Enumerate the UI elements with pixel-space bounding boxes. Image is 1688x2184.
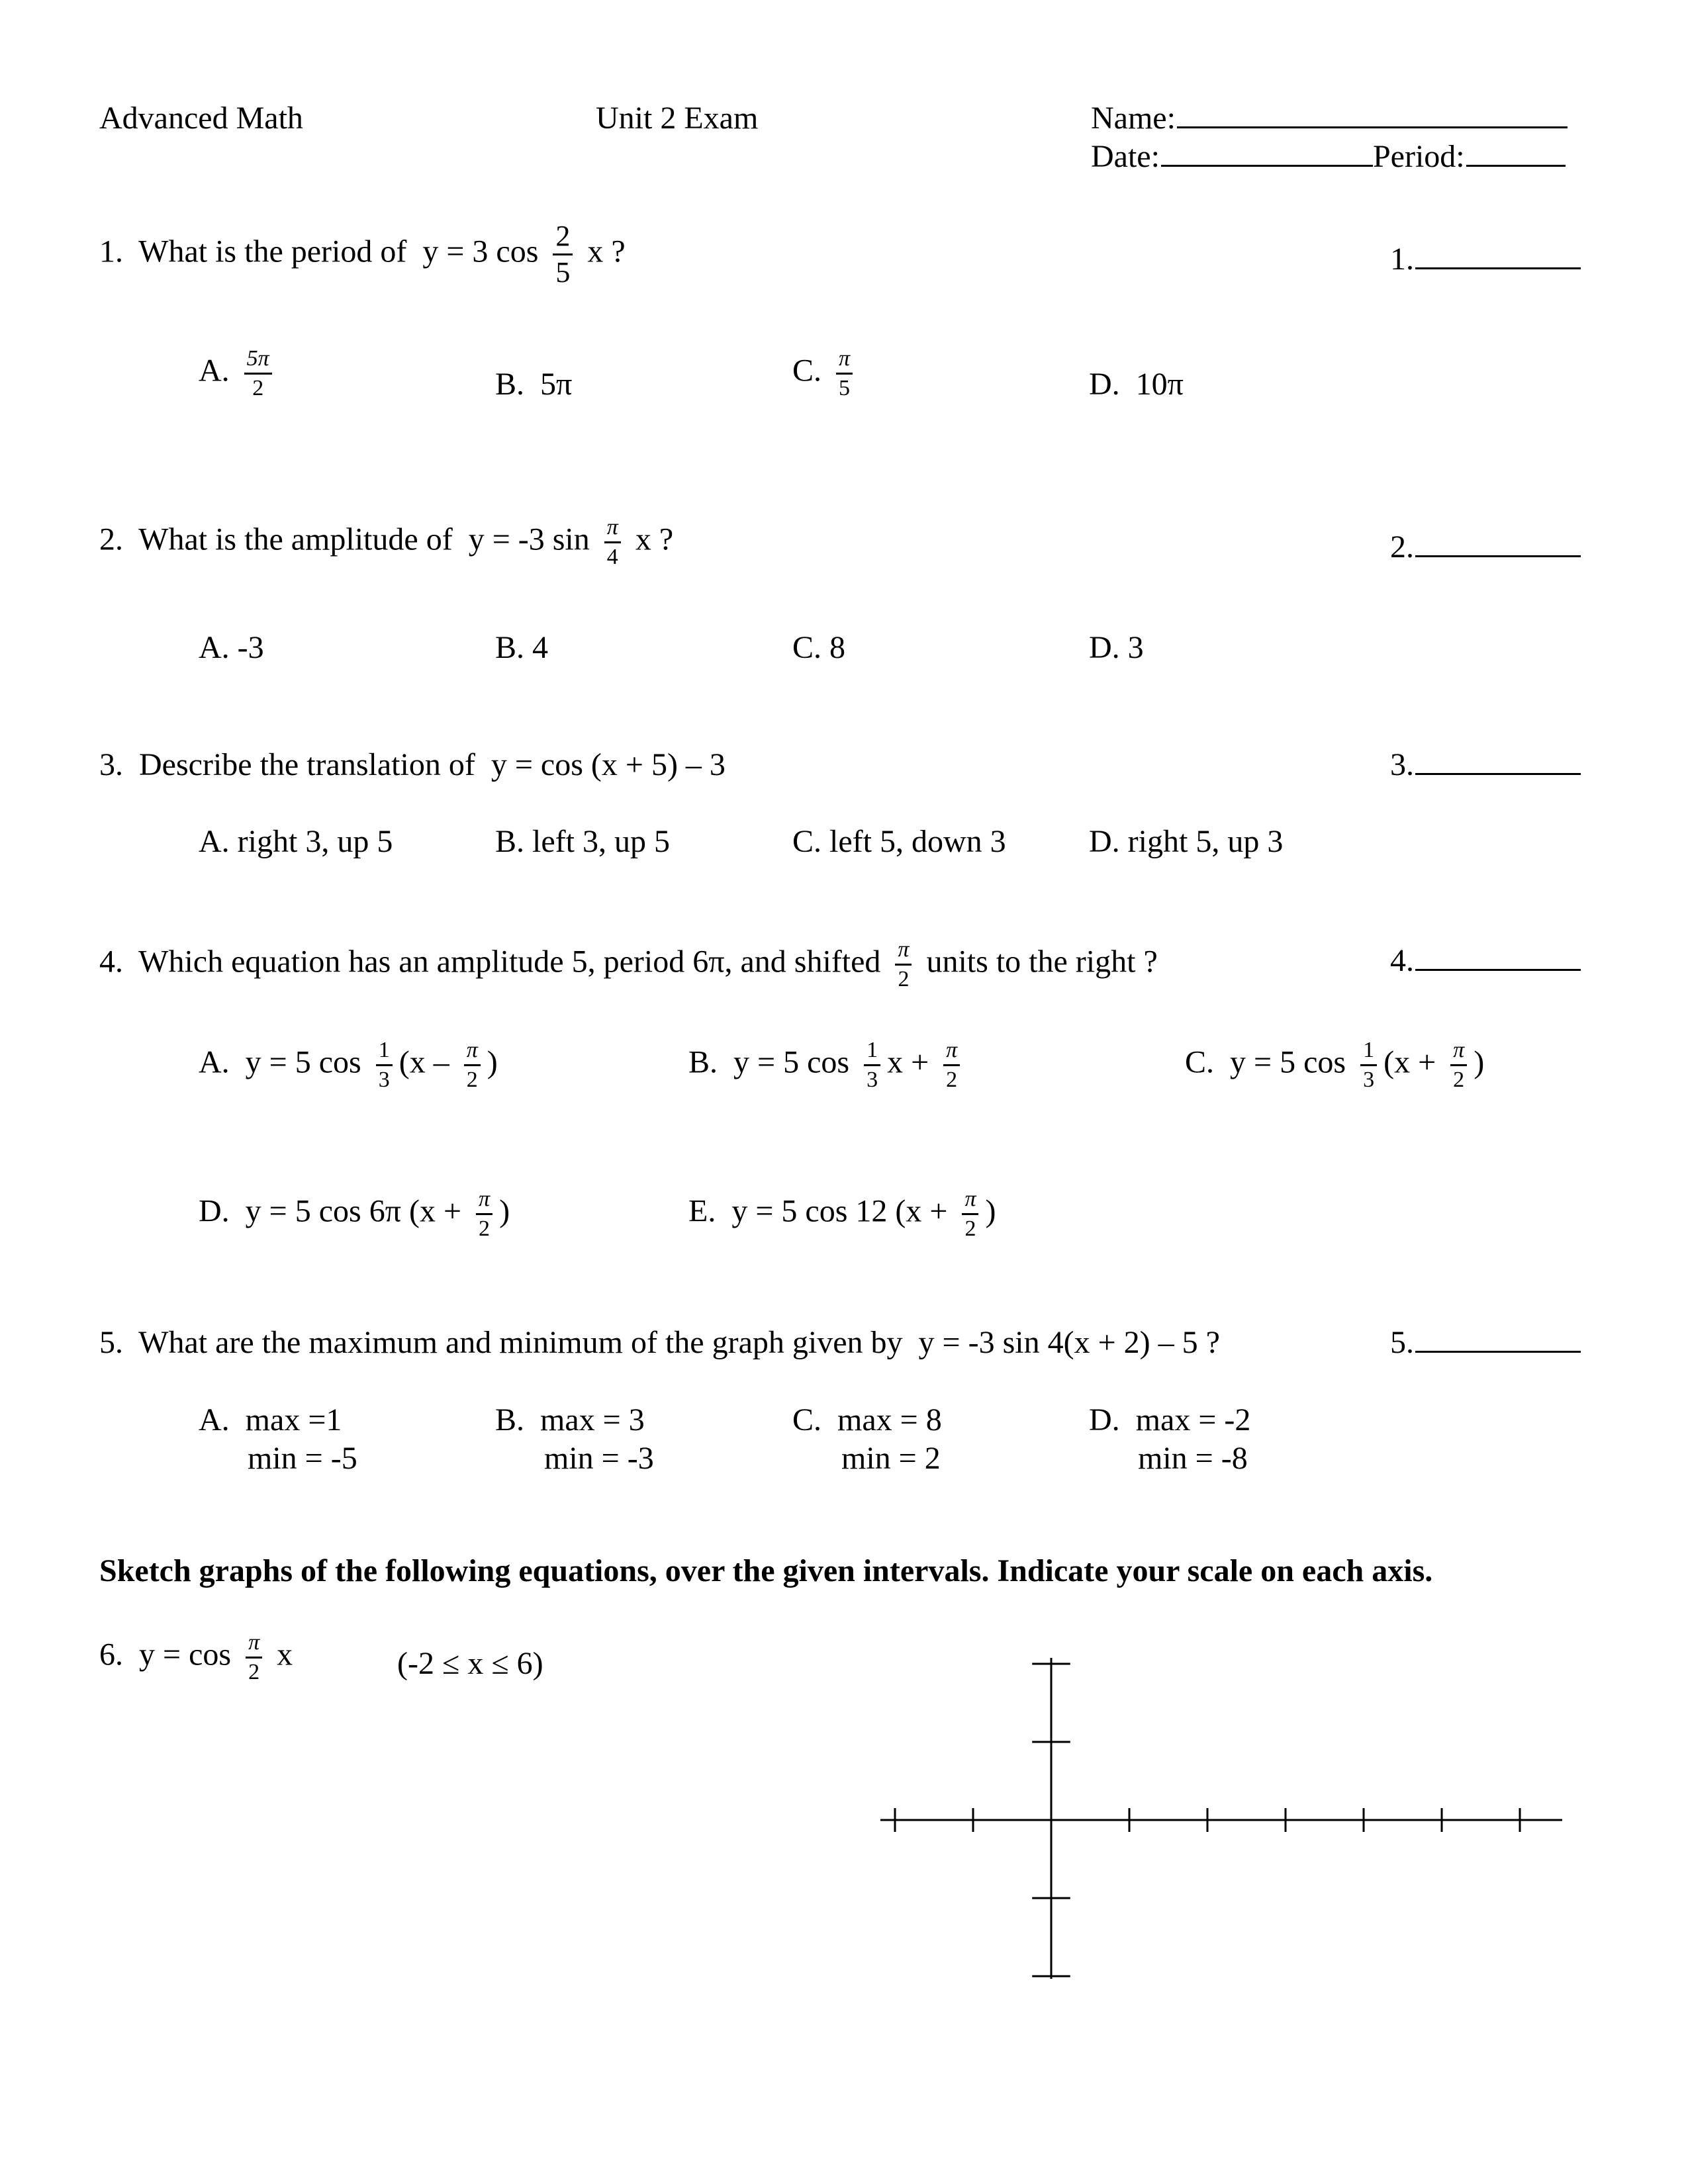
answer-blank-3[interactable]	[1415, 773, 1581, 775]
q4-d-pi-fraction	[476, 1188, 492, 1240]
q1-c-fraction	[836, 347, 853, 400]
q2-fraction	[604, 516, 621, 569]
q1-c-letter: C.	[792, 353, 822, 388]
exam-title: Unit 2 Exam	[596, 101, 759, 136]
q5-c-max: max = 8	[837, 1402, 942, 1437]
q1-b-letter: B.	[495, 367, 525, 402]
q5-prompt: What are the maximum and minimum of the graph given by	[138, 1325, 903, 1360]
q4-b-mid: x +	[887, 1044, 929, 1080]
q4-c-pi-fraction	[1450, 1039, 1467, 1091]
answer-line-5[interactable]	[1390, 1327, 1581, 1359]
q4-a-mid: (x –	[399, 1044, 449, 1080]
q5-choice-d	[1089, 1404, 1250, 1436]
q2-choice-d: D. 3	[1089, 630, 1144, 665]
q4-choice-a	[199, 1039, 498, 1091]
q6-eq-suffix: x	[277, 1637, 293, 1672]
date-blank[interactable]	[1161, 165, 1373, 167]
q5-number: 5.	[99, 1325, 123, 1360]
period-blank[interactable]	[1466, 165, 1566, 167]
q1-b-text: 5π	[540, 367, 573, 402]
q4-d-pden: 2	[479, 1216, 491, 1241]
q5-a-letter: A.	[199, 1402, 230, 1437]
answer-line-4[interactable]	[1390, 945, 1581, 977]
q6-interval: (-2 ≤ x ≤ 6)	[397, 1646, 543, 1681]
q4-c-den: 3	[1363, 1068, 1375, 1092]
q6-fraction	[246, 1631, 262, 1684]
answer-blank-5[interactable]	[1415, 1351, 1581, 1353]
date-label: Date:	[1091, 139, 1160, 174]
q6-eq-prefix: y = cos	[139, 1637, 232, 1672]
q4-e-pi-fraction	[962, 1188, 978, 1240]
graphing-instructions: Sketch graphs of the following equations, over the given intervals. Indicate your scale on each axis.	[99, 1553, 1433, 1588]
q1-number: 1.	[99, 234, 123, 269]
q1-choice-b	[495, 369, 572, 400]
q1-a-num: 5π	[244, 347, 272, 375]
graph-axes[interactable]	[861, 1648, 1589, 1992]
q4-d-end: )	[499, 1193, 510, 1229]
q4-b-num: 1	[864, 1039, 880, 1066]
q5-c-letter: C.	[792, 1402, 822, 1437]
q5-choice-b	[495, 1404, 645, 1436]
q2-choice-c: C. 8	[792, 630, 846, 665]
q4-d-pnum: π	[476, 1188, 492, 1215]
q4-c-fraction	[1360, 1039, 1377, 1091]
q1-eq-suffix: x ?	[587, 234, 626, 269]
q5-d-letter: D.	[1089, 1402, 1120, 1437]
q4-c-pden: 2	[1453, 1068, 1465, 1092]
question-5	[99, 1327, 1220, 1359]
q3-number: 3.	[99, 747, 123, 782]
q4-d-letter: D.	[199, 1193, 230, 1229]
question-3	[99, 749, 726, 781]
q3-choice-c: C. left 5, down 3	[792, 824, 1006, 859]
q6-frac-num: π	[246, 1631, 262, 1659]
q1-c-num: π	[836, 347, 853, 375]
q1-a-den: 2	[252, 376, 264, 400]
q1-eq-prefix: y = 3 cos	[422, 234, 539, 269]
q4-b-den: 3	[867, 1068, 878, 1092]
q3-choice-d: D. right 5, up 3	[1089, 824, 1284, 859]
question-6	[99, 1631, 293, 1684]
q4-a-fraction	[376, 1039, 393, 1091]
q4-c-num: 1	[1360, 1039, 1377, 1066]
q4-a-den: 3	[378, 1068, 390, 1092]
q4-b-pnum: π	[943, 1039, 960, 1066]
q4-a-eq: y = 5 cos	[245, 1044, 361, 1080]
q4-number: 4.	[99, 944, 123, 979]
answer-label-2: 2.	[1390, 529, 1414, 565]
q1-choice-a	[199, 347, 279, 400]
q1-a-letter: A.	[199, 353, 230, 388]
period-label: Period:	[1372, 139, 1465, 174]
q3-equation: y = cos (x + 5) – 3	[491, 747, 726, 782]
q1-prompt: What is the period of	[138, 234, 407, 269]
q2-frac-num: π	[604, 516, 621, 543]
q4-e-eq: y = 5 cos 12 (x +	[731, 1193, 948, 1229]
answer-label-4: 4.	[1390, 943, 1414, 978]
q4-b-pden: 2	[946, 1068, 958, 1092]
q1-a-fraction	[244, 347, 272, 400]
date-period-field[interactable]	[1091, 141, 1566, 173]
answer-label-3: 3.	[1390, 747, 1414, 782]
q4-a-num: 1	[376, 1039, 393, 1066]
name-label: Name:	[1091, 101, 1176, 136]
question-2	[99, 516, 673, 569]
q6-number: 6.	[99, 1637, 123, 1672]
q5-c-min: min = 2	[841, 1441, 941, 1476]
answer-line-2[interactable]	[1390, 531, 1581, 563]
q4-b-eq: y = 5 cos	[733, 1044, 850, 1080]
answer-label-5: 5.	[1390, 1325, 1414, 1360]
q5-b-letter: B.	[495, 1402, 525, 1437]
q2-eq-suffix: x ?	[635, 522, 674, 557]
q5-choice-a	[199, 1404, 342, 1436]
q4-frac-num: π	[895, 938, 912, 966]
q4-e-letter: E.	[688, 1193, 716, 1229]
q4-choice-e	[688, 1188, 996, 1240]
q4-a-letter: A.	[199, 1044, 230, 1080]
name-blank[interactable]	[1177, 126, 1568, 128]
q5-d-max: max = -2	[1135, 1402, 1251, 1437]
q2-choice-a: A. -3	[199, 630, 264, 665]
q2-choice-b: B. 4	[495, 630, 549, 665]
q4-a-pi-fraction	[464, 1039, 481, 1091]
q4-choice-d	[199, 1188, 510, 1240]
q1-d-text: 10π	[1135, 367, 1184, 402]
name-field[interactable]	[1091, 103, 1568, 134]
q4-d-eq: y = 5 cos 6π (x +	[245, 1193, 462, 1229]
answer-line-1[interactable]	[1390, 244, 1581, 275]
q4-b-fraction	[864, 1039, 880, 1091]
answer-blank-2[interactable]	[1415, 555, 1581, 557]
question-4	[99, 938, 1158, 991]
q1-fraction	[553, 222, 573, 287]
q4-frac-den: 2	[898, 967, 910, 991]
q1-d-letter: D.	[1089, 367, 1120, 402]
q4-c-eq: y = 5 cos	[1230, 1044, 1346, 1080]
q5-a-min: min = -5	[248, 1441, 357, 1476]
q4-fraction	[895, 938, 912, 991]
q6-frac-den: 2	[248, 1660, 260, 1684]
q5-choice-c	[792, 1404, 942, 1436]
q4-b-pi-fraction	[943, 1039, 960, 1091]
q4-a-pnum: π	[464, 1039, 481, 1066]
answer-line-3[interactable]	[1390, 749, 1581, 781]
q4-prompt-after: units to the right ?	[926, 944, 1158, 979]
q1-choice-c	[792, 347, 859, 400]
q4-c-letter: C.	[1185, 1044, 1215, 1080]
answer-label-1: 1.	[1390, 242, 1414, 277]
course-title: Advanced Math	[99, 101, 303, 136]
q5-a-max: max =1	[245, 1402, 342, 1437]
q2-frac-den: 4	[606, 545, 618, 569]
q4-choice-b	[688, 1039, 966, 1091]
answer-blank-4[interactable]	[1415, 969, 1581, 971]
q4-e-pden: 2	[964, 1216, 976, 1241]
q2-prompt: What is the amplitude of	[138, 522, 453, 557]
q4-e-pnum: π	[962, 1188, 978, 1215]
q4-a-end: )	[487, 1044, 498, 1080]
q4-e-end: )	[985, 1193, 996, 1229]
q3-choice-b: B. left 3, up 5	[495, 824, 670, 859]
q4-c-pnum: π	[1450, 1039, 1467, 1066]
q2-number: 2.	[99, 522, 123, 557]
q5-equation: y = -3 sin 4(x + 2) – 5 ?	[918, 1325, 1220, 1360]
q1-c-den: 5	[839, 376, 851, 400]
q1-choice-d	[1089, 369, 1184, 400]
q4-a-pden: 2	[466, 1068, 478, 1092]
q1-frac-num: 2	[553, 222, 573, 255]
q4-prompt-before: Which equation has an amplitude 5, period 6π, and shifted	[138, 944, 881, 979]
q3-choice-a: A. right 3, up 5	[199, 824, 393, 859]
answer-blank-1[interactable]	[1415, 267, 1581, 269]
q4-c-end: )	[1474, 1044, 1485, 1080]
q4-c-mid: (x +	[1383, 1044, 1436, 1080]
q4-b-letter: B.	[688, 1044, 718, 1080]
question-1	[99, 222, 626, 287]
q2-eq-prefix: y = -3 sin	[468, 522, 590, 557]
q1-frac-den: 5	[555, 256, 571, 289]
q4-choice-c	[1185, 1039, 1484, 1091]
q5-d-min: min = -8	[1138, 1441, 1248, 1476]
q5-b-max: max = 3	[540, 1402, 645, 1437]
q3-prompt: Describe the translation of	[139, 747, 475, 782]
q5-b-min: min = -3	[544, 1441, 654, 1476]
